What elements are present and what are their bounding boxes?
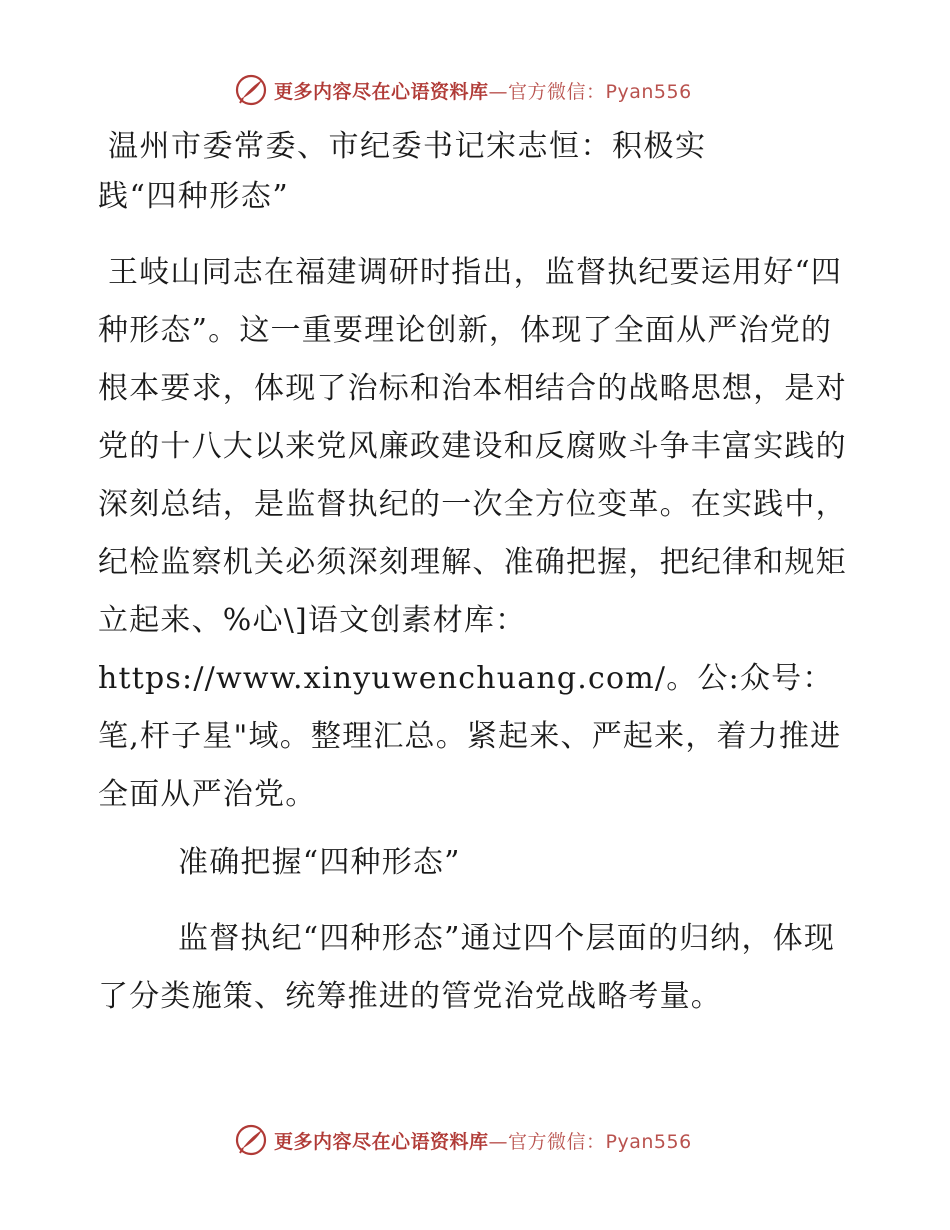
article-title xyxy=(98,122,858,222)
watermark-banner-top xyxy=(234,70,692,110)
article-paragraph-2: 监督执纪“四种形态”通过四个层面的归纳，体现了分类施策、统筹推进的管党治党战略考量。 xyxy=(98,921,836,1014)
feather-quill-logo-icon xyxy=(234,1123,268,1157)
article-title-line2: 践“四种形态” xyxy=(98,179,290,214)
watermark-wechat-text: 官方微信：Pyan556 xyxy=(508,80,692,103)
document-body xyxy=(98,122,858,1026)
feather-quill-logo-icon xyxy=(234,73,268,107)
watermark-banner-bottom xyxy=(234,1120,692,1160)
article-title-line1: 温州市委常委、市纪委书记宋志恒：积极实 xyxy=(108,129,707,164)
watermark-separator: — xyxy=(488,80,509,103)
watermark-wechat-text: 官方微信：Pyan556 xyxy=(508,1130,692,1153)
article-subheading: 准确把握“四种形态” xyxy=(178,845,461,880)
watermark-separator: — xyxy=(488,1130,509,1153)
watermark-site-text: 更多内容尽在心语资料库 xyxy=(274,1130,489,1153)
watermark-site-text: 更多内容尽在心语资料库 xyxy=(274,80,489,103)
article-paragraph-1: 王岐山同志在福建调研时指出，监督执纪要运用好“四种形态”。这一重要理论创新，体现了全面从严治党的根本要求，体现了治标和治本相结合的战略思想，是对党的十八大以来党风廉政建设和反腐败斗争丰富实践的深刻总结，是监督执纪的一次全方位变革。在实践中，纪检监察机关必须深刻理解、准确把握，把纪律和规矩立起来、%心\]语文创素材库：https://www.xinyuwenchuang.com/。公:众号：笔,杆子星"域。整理汇总。紧起来、严起来，着力推进全面从严治党。 xyxy=(98,255,847,812)
